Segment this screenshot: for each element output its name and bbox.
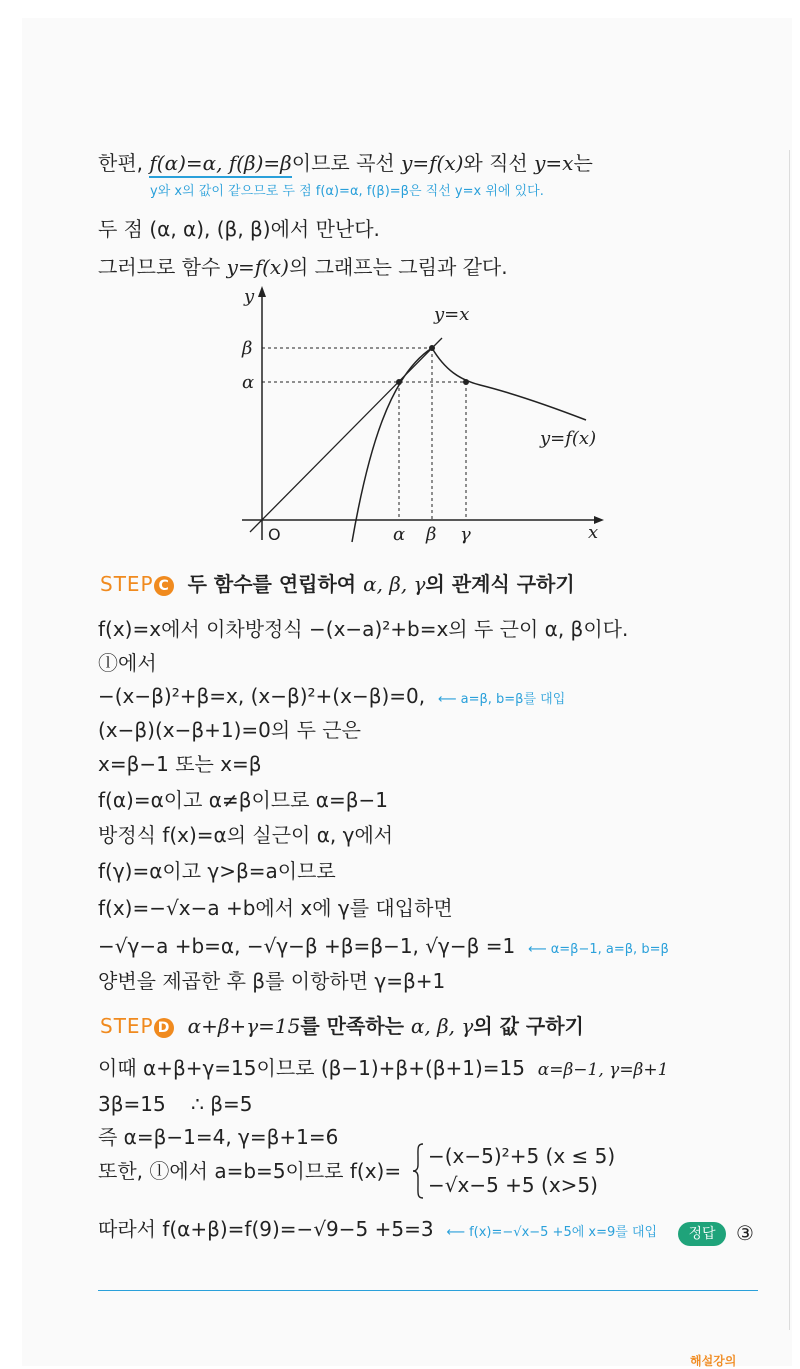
intro-text: 는 bbox=[573, 151, 593, 175]
equation: 이때 α+β+γ=15이므로 (β−1)+β+(β+1)=15 bbox=[98, 1056, 526, 1080]
tick-beta-x: β bbox=[426, 524, 437, 545]
bottom-divider bbox=[98, 1290, 758, 1291]
intro-text: 와 직선 bbox=[463, 151, 535, 175]
equation: −(x−β)²+β=x, (x−β)²+(x−β)=0, bbox=[98, 684, 426, 708]
step-c-line-7: 방정식 f(x)=α의 실근이 α, γ에서 bbox=[98, 823, 394, 847]
tick-alpha-x: α bbox=[393, 524, 406, 545]
piecewise-case-2: −√x−5 +5 (x>5) bbox=[428, 1173, 598, 1197]
step-c-line-5: x=β−1 또는 x=β bbox=[98, 752, 262, 776]
function-graph bbox=[0, 0, 800, 560]
equation: 3β=15 ∴ β=5 bbox=[98, 1092, 253, 1116]
intro-math: y=f(x) bbox=[401, 151, 464, 175]
y-axis-label: y bbox=[244, 286, 255, 307]
curve-label: y=f(x) bbox=[540, 428, 597, 449]
answer-badge: 정답 bbox=[678, 1222, 726, 1246]
side-note: α=β−1, γ=β+1 bbox=[537, 1060, 669, 1080]
step-d-line-5 bbox=[98, 1216, 657, 1246]
point-alpha bbox=[396, 379, 402, 385]
step-d-line-1 bbox=[98, 1055, 668, 1083]
intro-math: y=x bbox=[534, 151, 574, 175]
step-d-line-4: 또한, ⓛ에서 a=b=5이므로 f(x)= bbox=[98, 1159, 402, 1183]
step-c-line-11: 양변을 제곱한 후 β를 이항하면 γ=β+1 bbox=[98, 969, 446, 993]
tick-alpha-y: α bbox=[242, 372, 255, 393]
step-d-line-3: 즉 α=β−1=4, γ=β+1=6 bbox=[98, 1125, 339, 1149]
piecewise-case-1: −(x−5)²+5 (x ≤ 5) bbox=[428, 1144, 616, 1168]
footer-label: 해설강의 bbox=[690, 1354, 737, 1368]
side-note: ⟵ a=β, b=β를 대입 bbox=[437, 692, 566, 707]
point-beta bbox=[429, 345, 435, 351]
curve-right-branch bbox=[432, 348, 586, 420]
step-word: STEP bbox=[100, 1014, 154, 1038]
step-badge: D bbox=[154, 1018, 174, 1038]
step-c-line-6: f(α)=α이고 α≠β이므로 α=β−1 bbox=[98, 788, 388, 812]
intro-text: 한편, bbox=[98, 151, 150, 175]
step-c-line-3 bbox=[98, 683, 565, 713]
step-c-heading bbox=[100, 571, 575, 597]
step-title: 의 관계식 구하기 bbox=[425, 572, 575, 596]
intro-underlined-math: f(α)=α, f(β)=β bbox=[149, 151, 291, 178]
tick-gamma-x: γ bbox=[460, 524, 471, 545]
intro-text: 그러므로 함수 bbox=[98, 255, 227, 279]
step-title-math: α, β, γ bbox=[363, 572, 426, 596]
step-badge: C bbox=[154, 576, 174, 596]
equation: −√γ−a +b=α, −√γ−β +β=β−1, √γ−β =1 bbox=[98, 934, 516, 958]
side-note: ⟵ α=β−1, a=β, b=β bbox=[527, 942, 669, 957]
step-c-line-2: ⓛ에서 bbox=[98, 651, 157, 675]
tick-beta-y: β bbox=[242, 338, 253, 359]
intro-line-2: 두 점 (α, α), (β, β)에서 만난다. bbox=[98, 217, 380, 241]
step-title-math: α+β+γ=15 bbox=[187, 1014, 301, 1038]
piecewise-brace bbox=[412, 1143, 424, 1199]
x-axis-label: x bbox=[588, 522, 599, 543]
step-title: 두 함수를 연립하여 bbox=[187, 572, 364, 596]
step-c-line-1: f(x)=x에서 이차방정식 −(x−a)²+b=x의 두 근이 α, β이다. bbox=[98, 617, 629, 641]
step-c-line-9: f(x)=−√x−a +b에서 x에 γ를 대입하면 bbox=[98, 896, 453, 920]
y-axis-arrow bbox=[258, 286, 266, 297]
step-c-line-8: f(γ)=α이고 γ>β=a이므로 bbox=[98, 859, 336, 883]
step-title: 의 값 구하기 bbox=[473, 1014, 584, 1038]
step-word: STEP bbox=[100, 572, 154, 596]
answer-value: ③ bbox=[736, 1221, 754, 1245]
step-title-math: α, β, γ bbox=[410, 1014, 474, 1038]
step-c-line-4: (x−β)(x−β+1)=0의 두 근은 bbox=[98, 718, 361, 742]
step-title: 를 만족하는 bbox=[300, 1014, 411, 1038]
equation: 따라서 f(α+β)=f(9)=−√9−5 +5=3 bbox=[98, 1217, 434, 1241]
line-y-equals-x bbox=[250, 338, 442, 532]
line-label: y=x bbox=[434, 304, 470, 325]
step-d-line-2 bbox=[98, 1091, 252, 1117]
point-gamma bbox=[463, 379, 469, 385]
intro-note: y와 x의 값이 같으므로 두 점 f(α)=α, f(β)=β은 직선 y=x 위에 있다. bbox=[150, 184, 544, 199]
intro-text: 이므로 곡선 bbox=[291, 151, 402, 175]
side-note: ⟵ f(x)=−√x−5 +5에 x=9를 대입 bbox=[446, 1225, 658, 1240]
origin-label: O bbox=[268, 525, 281, 544]
intro-text: 의 그래프는 그림과 같다. bbox=[288, 255, 508, 279]
intro-math: y=f(x) bbox=[226, 255, 289, 279]
step-c-line-10 bbox=[98, 933, 669, 963]
curve-left-branch bbox=[352, 348, 432, 542]
step-d-heading bbox=[100, 1013, 584, 1039]
